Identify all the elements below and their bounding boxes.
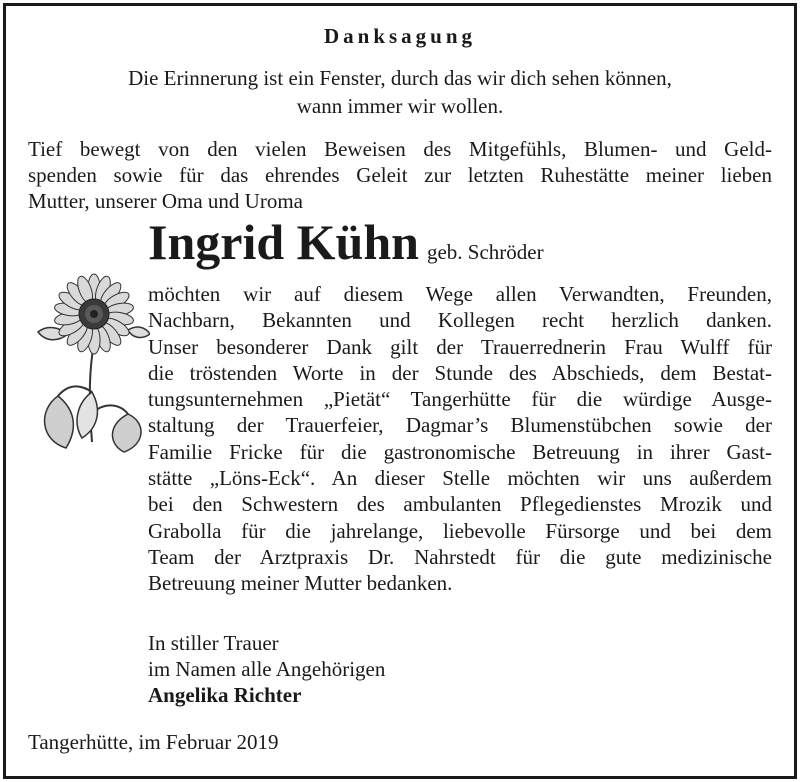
body-line: tungsunternehmen „Pietät“ Tangerhütte für die würdige Ausge- [148,387,772,412]
deceased-name: Ingrid Kühn [148,214,419,270]
body-line: möchten wir auf diesem Wege allen Verwandten, Freunden, [148,282,772,306]
closing-block [148,630,385,708]
intro-line: Tief bewegt von den vielen Beweisen des Mitgefühls, Blumen- und Geld- [28,137,772,161]
body-line: Unser besonderer Dank gilt der Trauerrednerin Frau Wulff für [148,334,772,359]
motto-line: Die Erinnerung ist ein Fenster, durch das wir dich sehen können, [128,66,672,90]
intro-line: Mutter, unserer Oma und Uroma [28,189,303,213]
body-line: stätte „Löns-Eck“. An dieser Stelle möchten wir uns außerdem [148,466,772,491]
motto-line: wann immer wir wollen. [296,94,504,118]
signer-name: Angelika Richter [148,683,302,707]
body-line: Grabolla für die jahrelange, liebevolle Fürsorge und bei dem [148,518,772,543]
body-line: Nachbarn, Bekannten und Kollegen recht herzlich danken. [148,308,772,333]
body-line: Familie Fricke für die gastronomische Betreuung in ihrer Gast- [148,439,772,464]
body-line: die tröstenden Worte in der Stunde des Abschieds, dem Bestat- [148,360,772,385]
body-line: staltung der Trauerfeier, Dagmar’s Blumenstübchen sowie der [148,413,772,438]
deceased-name-row [148,214,544,270]
place-date: Tangerhütte, im Februar 2019 [28,730,279,754]
body-line: Team der Arztpraxis Dr. Nahrstedt für die gute medizinische [148,544,772,569]
body-line: Betreuung meiner Mutter bedanken. [148,571,453,596]
intro-line: spenden sowie für das ehrendes Geleit zur letzten Ruhestätte meiner lieben [28,163,772,187]
notice-title: Danksagung [323,24,477,48]
motto [0,64,800,120]
body-line: bei den Schwestern des ambulanten Pflegedienstes Mrozik und [148,492,772,517]
closing-line: im Namen alle Angehörigen [148,657,386,681]
intro-text [28,136,772,214]
thanks-body [148,281,772,597]
maiden-name: geb. Schröder [426,240,544,264]
closing-line: In stiller Trauer [148,631,279,655]
sunflower-icon [28,272,150,456]
